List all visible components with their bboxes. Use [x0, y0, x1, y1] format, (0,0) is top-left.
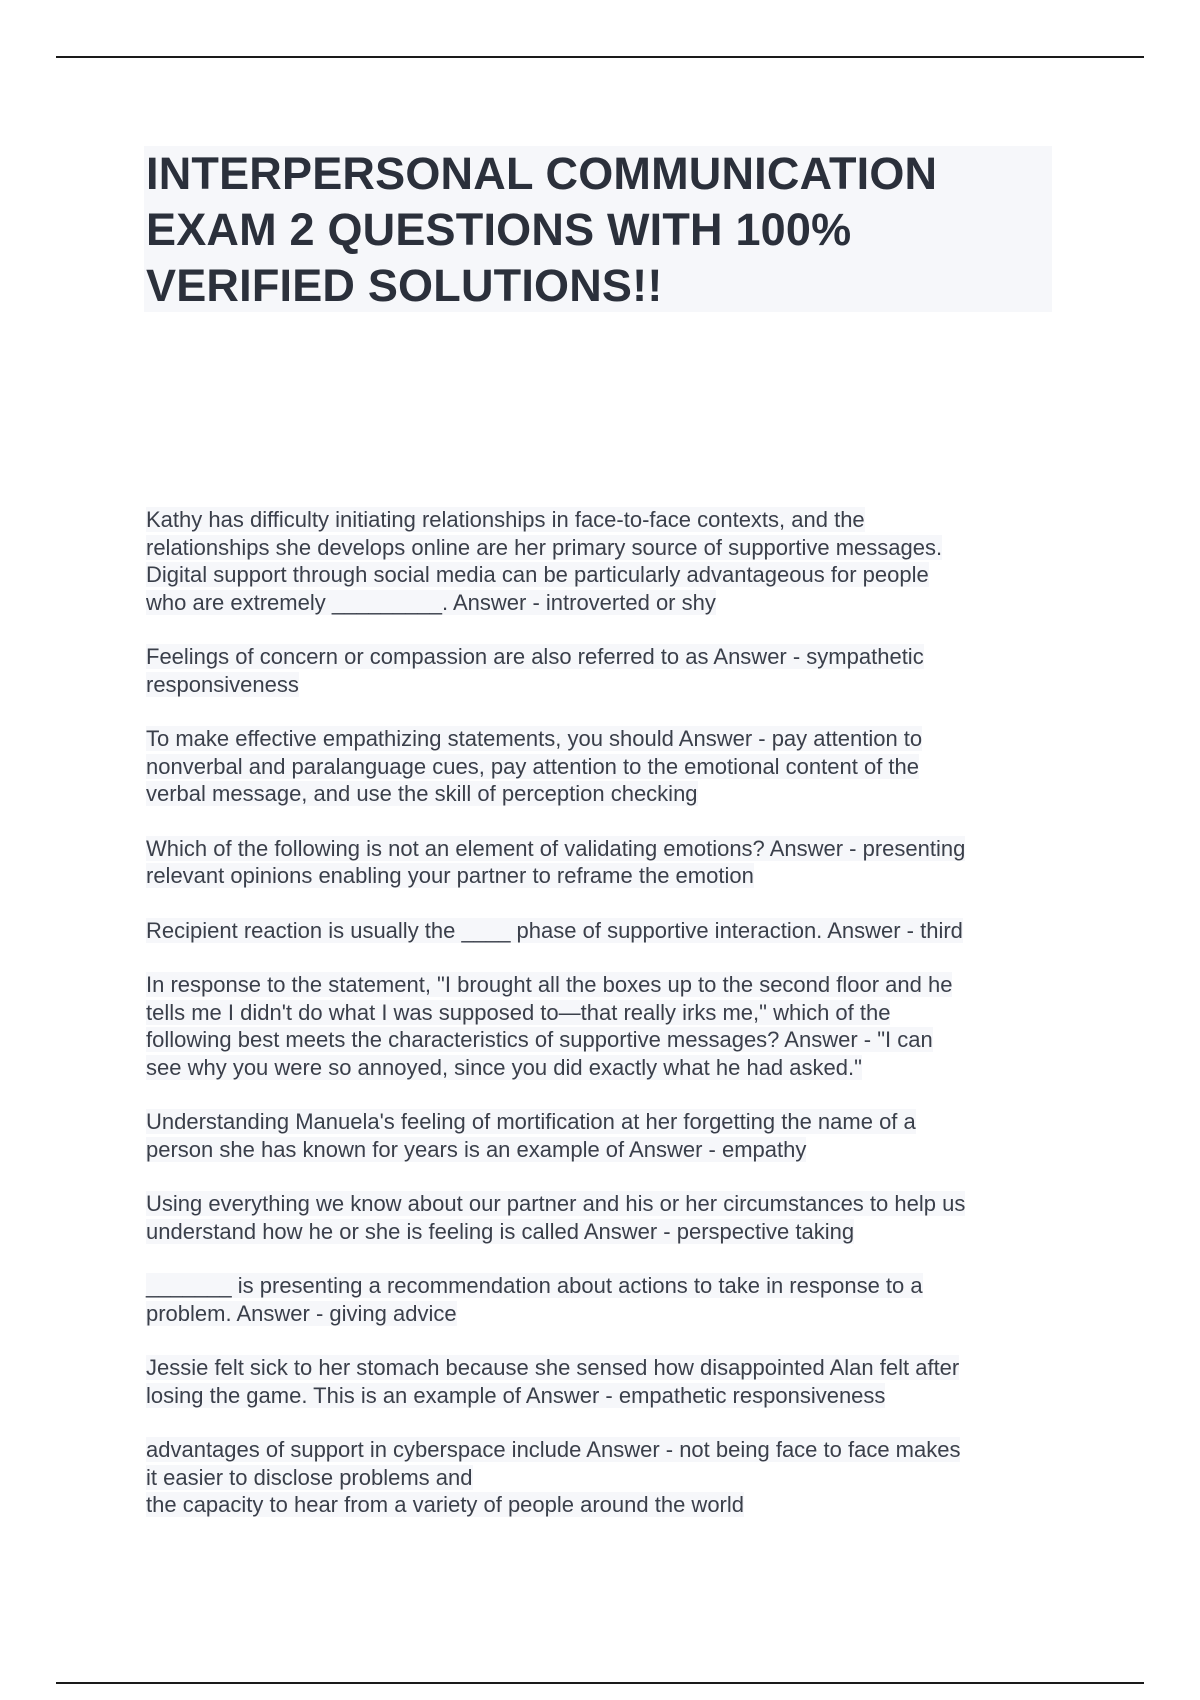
- qa-item: [146, 725, 1066, 808]
- document-title: INTERPERSONAL COMMUNICATION EXAM 2 QUESTIONS WITH 100% VERIFIED SOLUTIONS!!: [146, 148, 938, 311]
- qa-text: Which of the following is not an element of validating emotions? Answer - presenting relevant opinions enabling your partner to reframe the emotion: [146, 835, 966, 888]
- bottom-divider: [56, 1682, 1144, 1684]
- top-divider: [56, 56, 1144, 58]
- qa-item: [146, 917, 1066, 945]
- qa-text: _______ is presenting a recommendation about actions to take in response to a problem. Answer - giving advice: [146, 1273, 923, 1326]
- qa-item: [146, 971, 1066, 1081]
- qa-item: [146, 1272, 1066, 1327]
- qa-text: In response to the statement, "I brought all the boxes up to the second floor and he tells me I didn't do what I was supposed to—that really irks me," which of the following best meets the characteristics of supportive messages? Answer - "I can see why you were so annoyed, since you did exactly what he had asked.": [146, 972, 953, 1080]
- qa-text: Using everything we know about our partner and his or her circumstances to help us understand how he or she is feeling is called Answer - perspective taking: [146, 1191, 966, 1244]
- qa-item: [146, 1190, 1066, 1245]
- qa-text: Kathy has difficulty initiating relationships in face-to-face contexts, and the relationships she develops online are her primary source of supportive messages. Digital support through social media can be particularly advantageous for people who are extremely _________. Answer - introverted or shy: [146, 507, 943, 615]
- qa-item: [146, 506, 1066, 616]
- qa-text: advantages of support in cyberspace include Answer - not being face to face makes it easier to disclose problems and the capacity to hear from a variety of people around the world: [146, 1437, 961, 1517]
- qa-text: Recipient reaction is usually the ____ phase of supportive interaction. Answer - third: [146, 917, 963, 943]
- qa-text: Jessie felt sick to her stomach because she sensed how disappointed Alan felt after losing the game. This is an example of Answer - empathetic responsiveness: [146, 1355, 960, 1408]
- qa-text: Feelings of concern or compassion are also referred to as Answer - sympathetic responsiveness: [146, 644, 924, 697]
- qa-item: [146, 835, 1066, 890]
- qa-item: [146, 643, 1066, 698]
- qa-item: [146, 1108, 1066, 1163]
- qa-text: Understanding Manuela's feeling of mortification at her forgetting the name of a person she has known for years is an example of Answer - empathy: [146, 1109, 916, 1162]
- qa-item: [146, 1436, 1066, 1519]
- qa-text: To make effective empathizing statements, you should Answer - pay attention to nonverbal and paralanguage cues, pay attention to the emotional content of the verbal message, and use the skill of perception checking: [146, 726, 923, 806]
- qa-list: [146, 506, 1066, 1546]
- qa-item: [146, 1354, 1066, 1409]
